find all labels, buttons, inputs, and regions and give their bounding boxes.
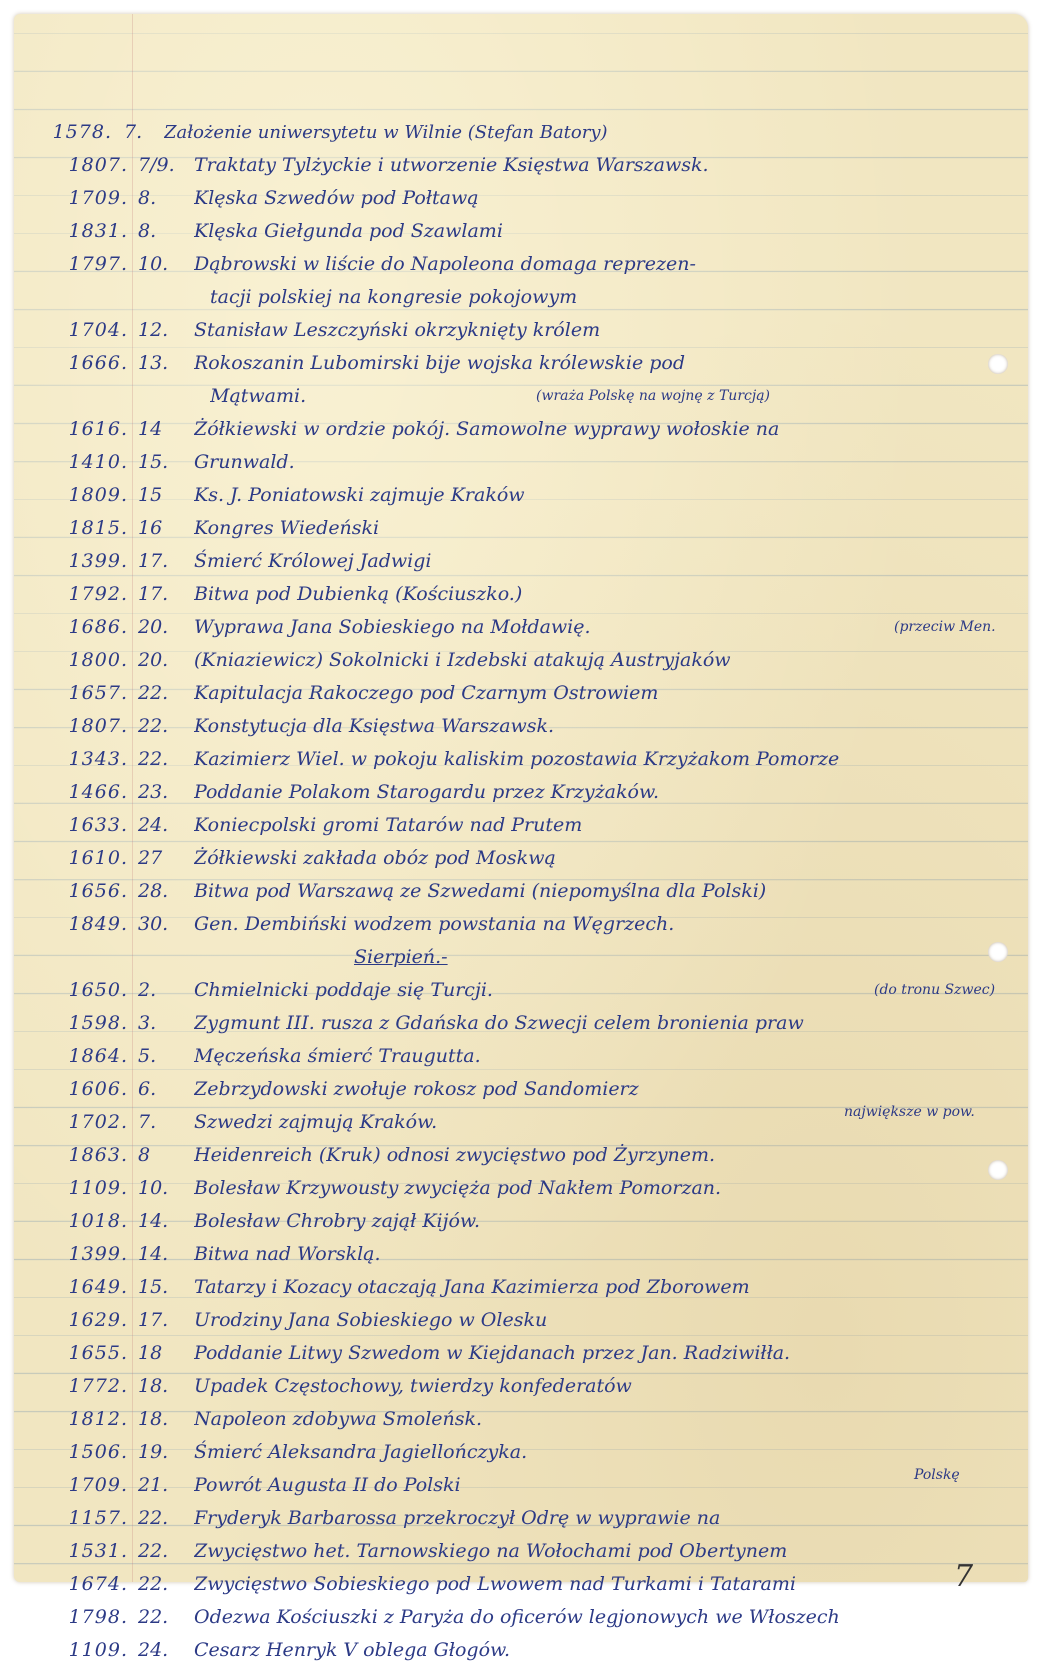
entry-event: Gen. Dembiński wodzem powstania na Węgrzech. (194, 913, 675, 935)
entry-note: największe w pow. (844, 1104, 975, 1120)
entry-event: Koniecpolski gromi Tatarów nad Prutem (194, 814, 583, 836)
entry-event: Kazimierz Wiel. w pokoju kaliskim pozostawia Krzyżakom Pomorze (194, 748, 840, 770)
list-item (14, 479, 1028, 512)
list-item (14, 743, 1028, 776)
entry-note: (przeciw Men. (894, 619, 996, 635)
entry-day: 27 (138, 847, 163, 869)
entry-event: Żółkiewski zakłada obóz pod Moskwą (194, 847, 556, 869)
list-item (14, 776, 1028, 809)
entry-day: 30. (138, 913, 169, 935)
entry-year: 1863. (68, 1144, 128, 1166)
entry-event: Klęska Giełgunda pod Szawlami (194, 220, 503, 242)
entry-event: Kapitulacja Rakoczego pod Czarnym Ostrowiem (194, 682, 659, 704)
entry-day: 23. (138, 781, 169, 803)
entry-event: Bitwa pod Warszawą ze Szwedami (niepomyślna dla Polski) (194, 880, 767, 902)
entry-day: 15. (138, 451, 169, 473)
entry-event: Powrót Augusta II do Polski (194, 1474, 461, 1496)
entry-event: Ks. J. Poniatowski zajmuje Kraków (194, 484, 525, 506)
entry-year: 1410. (68, 451, 128, 473)
list-item (14, 1403, 1028, 1436)
entry-day: 6. (138, 1078, 157, 1100)
entry-event: Szwedzi zajmują Kraków. (194, 1111, 438, 1133)
list-item (14, 710, 1028, 743)
list-item (14, 248, 1028, 281)
list-item (14, 1271, 1028, 1304)
entry-year: 1018. (68, 1210, 128, 1232)
entry-year: 1506. (68, 1441, 128, 1463)
list-item (14, 116, 1028, 149)
entry-year: 1650. (68, 979, 128, 1001)
entry-year: 1578. (52, 121, 112, 143)
entry-day: 2. (138, 979, 157, 1001)
list-item (14, 1469, 1028, 1502)
entry-day: 22. (138, 1507, 169, 1529)
entry-event: Zwycięstwo Sobieskiego pod Lwowem nad Turkami i Tatarami (194, 1573, 796, 1595)
list-item (14, 1568, 1028, 1601)
entry-event: Dąbrowski w liście do Napoleona domaga reprezen- (194, 253, 696, 275)
entry-year: 1792. (68, 583, 128, 605)
entry-event: Poddanie Litwy Szwedom w Kiejdanach przez Jan. Radziwiłła. (194, 1342, 791, 1364)
entry-event: Zwycięstwo het. Tarnowskiego na Wołochami pod Obertynem (194, 1540, 788, 1562)
entry-event: Bolesław Krzywousty zwycięża pod Nakłem Pomorzan. (194, 1177, 722, 1199)
list-item (14, 1205, 1028, 1238)
entry-day: 22. (138, 1606, 169, 1628)
entry-day: 7. (124, 121, 143, 143)
entry-event: Wyprawa Jana Sobieskiego na Mołdawię. (194, 616, 591, 638)
entry-year: 1709. (68, 1474, 128, 1496)
list-item (14, 1601, 1028, 1634)
entry-day: 22. (138, 715, 169, 737)
entry-day: 13. (138, 352, 169, 374)
entry-year: 1800. (68, 649, 128, 671)
entry-day: 8. (138, 220, 157, 242)
entry-year: 1616. (68, 418, 128, 440)
list-item (14, 809, 1028, 842)
entry-event: Urodziny Jana Sobieskiego w Olesku (194, 1309, 548, 1331)
list-item (14, 1040, 1028, 1073)
entry-day: 18. (138, 1408, 169, 1430)
list-item (14, 446, 1028, 479)
entry-year: 1109. (68, 1639, 128, 1661)
list-item (14, 908, 1028, 941)
entry-event: Zygmunt III. rusza z Gdańska do Szwecji celem bronienia praw (194, 1012, 804, 1034)
entry-note: Polskę (914, 1467, 960, 1483)
entry-day: 17. (138, 1309, 169, 1331)
entry-year: 1531. (68, 1540, 128, 1562)
entry-event: Śmierć Aleksandra Jagiellończyka. (194, 1441, 528, 1463)
entry-event: Traktaty Tylżyckie i utworzenie Księstwa Warszawsk. (194, 154, 709, 176)
entry-event: Grunwald. (194, 451, 295, 473)
entry-year: 1702. (68, 1111, 128, 1133)
entry-year: 1807. (68, 154, 128, 176)
entry-day: 24. (138, 814, 169, 836)
list-item (14, 578, 1028, 611)
entry-event: Bitwa pod Dubienką (Kościuszko.) (194, 583, 523, 605)
entry-day: 3. (138, 1012, 157, 1034)
entry-year: 1849. (68, 913, 128, 935)
entry-note: (do tronu Szwec) (874, 982, 996, 998)
entry-year: 1399. (68, 1243, 128, 1265)
entry-event: Bitwa nad Worsklą. (194, 1243, 381, 1265)
list-item (14, 413, 1028, 446)
list-item (14, 182, 1028, 215)
list-item (14, 380, 1028, 413)
entry-year: 1399. (68, 550, 128, 572)
entry-year: 1864. (68, 1045, 128, 1067)
list-item (14, 347, 1028, 380)
entry-event: Klęska Szwedów pod Połtawą (194, 187, 479, 209)
entry-event: Poddanie Polakom Starogardu przez Krzyżaków. (194, 781, 659, 803)
entry-year: 1656. (68, 880, 128, 902)
list-item (14, 314, 1028, 347)
entry-year: 1812. (68, 1408, 128, 1430)
entry-year: 1798. (68, 1606, 128, 1628)
month-heading-row (14, 941, 1028, 974)
entry-day: 20. (138, 649, 169, 671)
entry-year: 1709. (68, 187, 128, 209)
list-item (14, 545, 1028, 578)
entry-day: 28. (138, 880, 169, 902)
list-item (14, 1370, 1028, 1403)
entry-event: Rokoszanin Lubomirski bije wojska królewskie pod (194, 352, 686, 374)
entry-year: 1655. (68, 1342, 128, 1364)
entry-year: 1109. (68, 1177, 128, 1199)
entry-day: 16 (138, 517, 163, 539)
entry-year: 1629. (68, 1309, 128, 1331)
entry-event: Męczeńska śmierć Traugutta. (194, 1045, 481, 1067)
list-item (14, 875, 1028, 908)
entry-day: 14. (138, 1243, 169, 1265)
entry-year: 1815. (68, 517, 128, 539)
list-item (14, 1436, 1028, 1469)
entry-event: Chmielnicki poddaje się Turcji. (194, 979, 493, 1001)
entry-year: 1809. (68, 484, 128, 506)
entry-day: 22. (138, 748, 169, 770)
entry-event: (Kniaziewicz) Sokolnicki i Izdebski atakują Austryjaków (194, 649, 731, 671)
list-item (14, 1139, 1028, 1172)
list-item (14, 644, 1028, 677)
entry-year: 1606. (68, 1078, 128, 1100)
list-item (14, 1106, 1028, 1139)
list-item (14, 1007, 1028, 1040)
list-item (14, 677, 1028, 710)
entry-year: 1633. (68, 814, 128, 836)
entry-year: 1466. (68, 781, 128, 803)
entry-year: 1831. (68, 220, 128, 242)
entry-day: 20. (138, 616, 169, 638)
entry-day: 15. (138, 1276, 169, 1298)
entry-day: 24. (138, 1639, 169, 1661)
list-item (14, 1634, 1028, 1667)
list-item (14, 1304, 1028, 1337)
entry-year: 1666. (68, 352, 128, 374)
list-item (14, 974, 1028, 1007)
list-item (14, 1502, 1028, 1535)
entry-day: 12. (138, 319, 169, 341)
entry-event: Heidenreich (Kruk) odnosi zwycięstwo pod Żyrzynem. (194, 1144, 716, 1166)
entry-year: 1157. (68, 1507, 128, 1529)
entry-day: 22. (138, 682, 169, 704)
entry-event: Tatarzy i Kozacy otaczają Jana Kazimierza pod Zborowem (194, 1276, 750, 1298)
entry-year: 1674. (68, 1573, 128, 1595)
list-item (14, 611, 1028, 644)
entry-day: 10. (138, 253, 169, 275)
entry-event: Stanisław Leszczyński okrzyknięty królem (194, 319, 601, 341)
entry-year: 1343. (68, 748, 128, 770)
list-item (14, 1535, 1028, 1568)
list-item (14, 1172, 1028, 1205)
entry-year: 1772. (68, 1375, 128, 1397)
entry-event: Napoleon zdobywa Smoleńsk. (194, 1408, 483, 1430)
entry-event: Odezwa Kościuszki z Paryża do oficerów legjonowych we Włoszech (194, 1606, 840, 1628)
list-item (14, 1337, 1028, 1370)
entry-day: 14 (138, 418, 163, 440)
entry-year: 1598. (68, 1012, 128, 1034)
entry-day: 7/9. (138, 154, 175, 176)
entry-day: 18. (138, 1375, 169, 1397)
entry-day: 10. (138, 1177, 169, 1199)
entry-note: (wraża Polskę na wojnę z Turcją) (536, 388, 771, 404)
notebook-page (14, 14, 1028, 1661)
entry-day: 17. (138, 550, 169, 572)
list-item (14, 215, 1028, 248)
entry-event: Kongres Wiedeński (194, 517, 380, 539)
entry-event: Cesarz Henryk V oblega Głogów. (194, 1639, 511, 1661)
entry-year: 1610. (68, 847, 128, 869)
list-item (14, 512, 1028, 545)
entry-event: Żółkiewski w ordzie pokój. Samowolne wyprawy wołoskie na (194, 418, 780, 440)
entry-day: 21. (138, 1474, 169, 1496)
entry-event: Śmierć Królowej Jadwigi (194, 550, 432, 572)
entry-day: 17. (138, 583, 169, 605)
entry-event: Bolesław Chrobry zajął Kijów. (194, 1210, 480, 1232)
entry-day: 5. (138, 1045, 157, 1067)
list-item (14, 149, 1028, 182)
entry-year: 1657. (68, 682, 128, 704)
entry-event: Mątwami. (210, 385, 307, 407)
entry-year: 1797. (68, 253, 128, 275)
entry-year: 1704. (68, 319, 128, 341)
entry-event: tacji polskiej na kongresie pokojowym (210, 286, 578, 308)
entry-day: 15 (138, 484, 163, 506)
entry-day: 8 (138, 1144, 151, 1166)
entry-day: 18 (138, 1342, 163, 1364)
entry-year: 1686. (68, 616, 128, 638)
entry-day: 22. (138, 1540, 169, 1562)
entry-day: 7. (138, 1111, 157, 1133)
entry-day: 19. (138, 1441, 169, 1463)
entry-day: 14. (138, 1210, 169, 1232)
list-item (14, 1238, 1028, 1271)
entry-year: 1807. (68, 715, 128, 737)
entry-event: Konstytucja dla Księstwa Warszawsk. (194, 715, 555, 737)
entry-day: 22. (138, 1573, 169, 1595)
month-heading: Sierpień.- (354, 946, 448, 968)
entry-event: Upadek Częstochowy, twierdzy konfederatów (194, 1375, 632, 1397)
entry-day: 8. (138, 187, 157, 209)
entry-year: 1649. (68, 1276, 128, 1298)
entry-list (14, 116, 1028, 1667)
list-item (14, 281, 1028, 314)
entry-event: Zebrzydowski zwołuje rokosz pod Sandomierz (194, 1078, 639, 1100)
page-number: 7 (954, 1559, 974, 1594)
entry-event: Założenie uniwersytetu w Wilnie (Stefan Batory) (164, 122, 608, 143)
list-item (14, 842, 1028, 875)
entry-event: Fryderyk Barbarossa przekroczył Odrę w wyprawie na (194, 1507, 721, 1529)
